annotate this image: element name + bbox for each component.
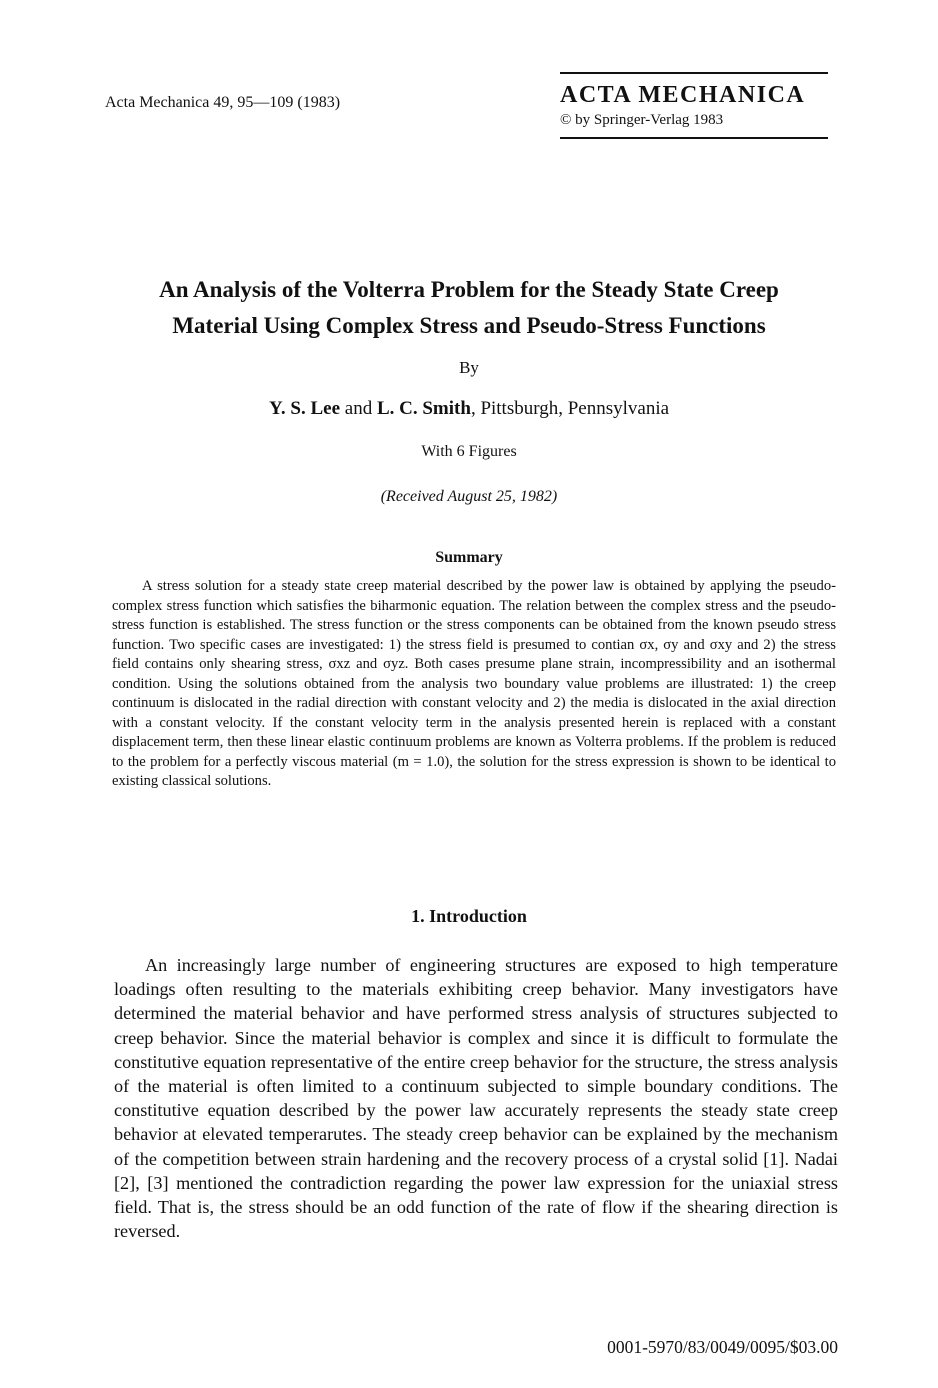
affiliation: , Pittsburgh, Pennsylvania	[470, 398, 670, 419]
masthead-bottom-rule	[560, 137, 828, 139]
title-line-1: An Analysis of the Volterra Problem for the Steady State Creep	[159, 277, 779, 302]
summary-paragraph: A stress solution for a steady state creep material described by the power law is obtained by applying the pseudo-complex stress function which satisfies the biharmonic equation. The relation between the complex stress and the pseudo-stress function is established. The stress function or the stress components can be obtained from the known pseudo stress function. Two specific cases are investigated: 1) the stress field is presumed to contian σx, σy and σxy and 2) the stress field contains only shearing stress, σxz and σyz. Both cases presume plane strain, incompressibility and an isothermal condition. Using the solutions obtained from the analysis two boundary value problems are illustrated: 1) the creep continuum is dislocated in the radial direction with constant velocity and 2) the media is dislocated in the axial direction with a constant velocity. If the constant velocity term in the analysis presented herein is replaced with a constant displacement term, then these linear elastic continuum problems are known as Volterra problems. If the problem is reduced to the problem for a perfectly viscous material (m = 1.0), the solution for the stress expression is shown to be identical to existing classical solutions.	[112, 578, 836, 789]
title-line-2: Material Using Complex Stress and Pseudo-Stress Functions	[172, 313, 766, 338]
figures-count: With 6 Figures	[421, 443, 517, 460]
authors-conjunction: and	[340, 398, 377, 419]
author-1: Y. S. Lee	[268, 398, 341, 419]
introduction-heading: 1. Introduction	[411, 906, 527, 926]
journal-masthead	[560, 72, 828, 139]
article-title	[100, 272, 838, 344]
summary-heading: Summary	[435, 549, 503, 566]
author-2: L. C. Smith	[376, 398, 471, 419]
by-line: By	[459, 358, 479, 377]
received-date: (Received August 25, 1982)	[380, 488, 558, 505]
footer-code: 0001-5970/83/0049/0095/$03.00	[607, 1337, 838, 1357]
journal-name: ACTA MECHANICA	[560, 82, 806, 108]
copyright-line: © by Springer-Verlag 1983	[560, 112, 724, 128]
citation-line: Acta Mechanica 49, 95—109 (1983)	[105, 94, 341, 111]
introduction-paragraph: An increasingly large number of engineering structures are exposed to high temperature loadings often resulting to the materials exhibiting creep behavior. Many investigators have determined the material behavior and have performed stress analysis of structures subjected to creep behavior. Since the material behavior is complex and since it is difficult to formulate the constitutive equation representative of the entire creep behavior for the structure, the stress analysis of the material is often limited to a continuum subjected to simple boundary conditions. The constitutive equation described by the power law accurately represents the steady state creep behavior at elevated temperarutes. The steady creep behavior can be explained by the mechanism of the competition between strain hardening and the recovery process of a crystal solid [1]. Nadai [2], [3] mentioned the contradiction regarding the power law expression for the uniaxial stress field. That is, the stress should be an odd function of the rate of flow if the shearing direction is reversed.	[114, 955, 838, 1242]
masthead-top-rule	[560, 72, 828, 74]
authors-line	[0, 398, 938, 420]
